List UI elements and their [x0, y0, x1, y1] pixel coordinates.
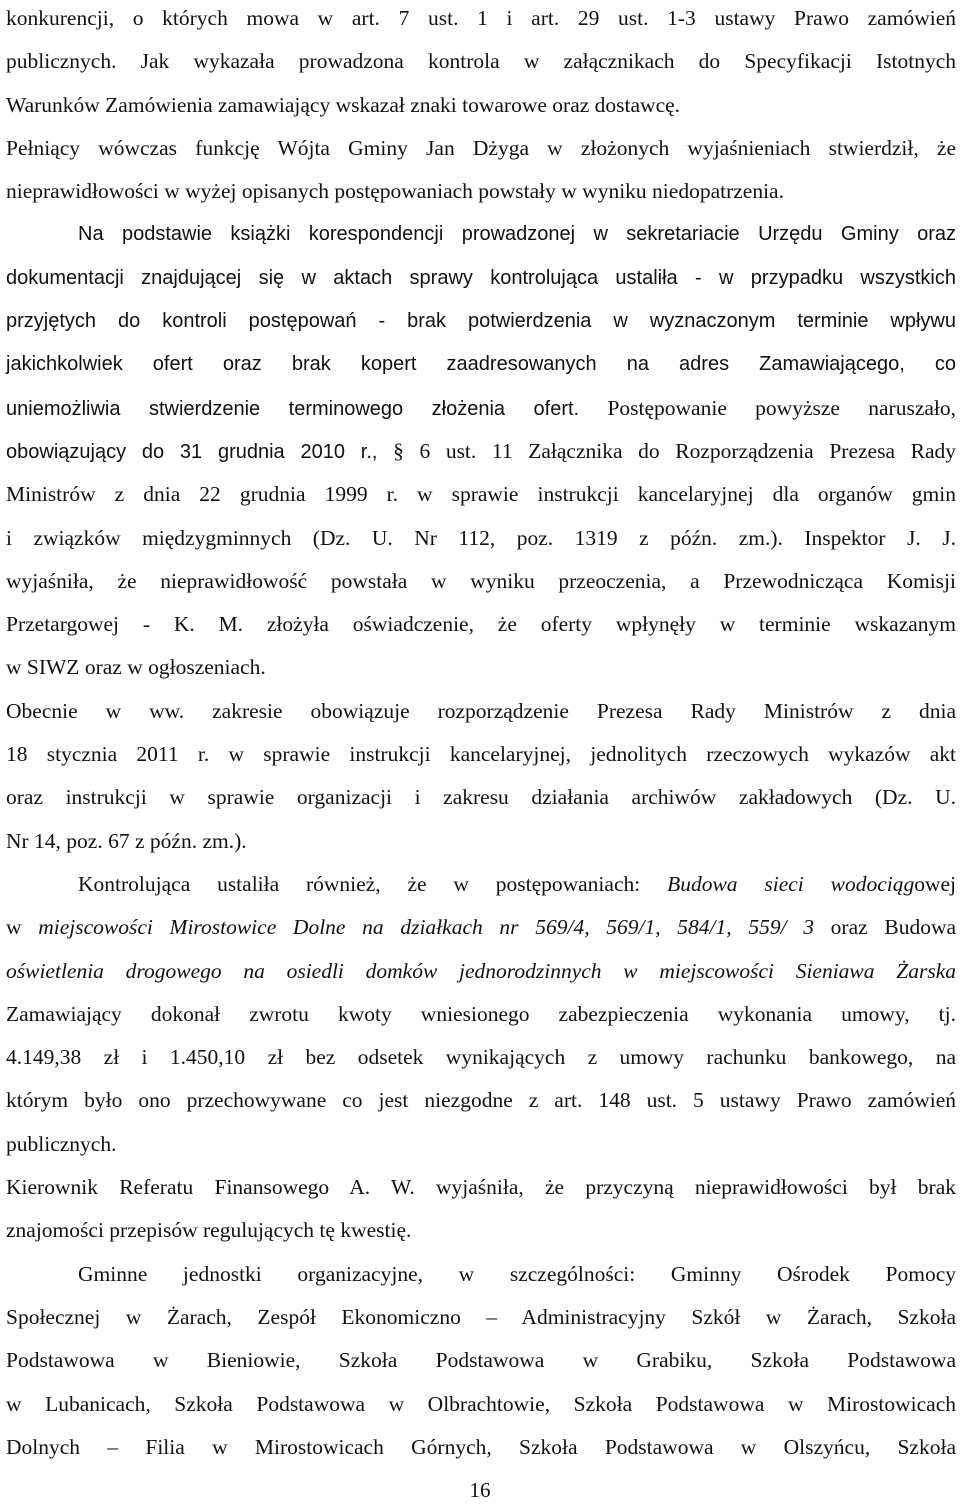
text-line: oświetlenia drogowego na osiedli domków jednorodzinnych w miejscowości Sieniawa Żarska [6, 958, 956, 983]
text-line: Kierownik Referatu Finansowego A. W. wyjaśniła, że przyczyną nieprawidłowości był brak [6, 1175, 956, 1200]
text-line: Obecnie w ww. zakresie obowiązuje rozporządzenie Prezesa Rady Ministrów z dnia [6, 698, 956, 723]
text-span: owej [914, 871, 957, 896]
text-line: nieprawidłowości w wyżej opisanych postępowaniach powstały w wyniku niedopatrzenia. [6, 179, 784, 204]
text-line: Podstawowa w Bieniowie, Szkoła Podstawowa w Grabiku, Szkoła Podstawowa [6, 1348, 956, 1373]
text-line: publicznych. Jak wykazała prowadzona kontrola w załącznikach do Specyfikacji Istotnych [6, 49, 956, 74]
body-text [6, 0, 956, 1472]
text-span: Kontrolująca ustaliła również, że w postępowaniach: [78, 871, 641, 896]
text-span: uniemożliwia stwierdzenie terminowego złożenia ofert. [6, 397, 580, 420]
text-line: 4.149,38 zł i 1.450,10 zł bez odsetek wynikających z umowy rachunku bankowego, na [6, 1045, 956, 1070]
text-line: jakichkolwiek ofert oraz brak kopert zaadresowanych na adres Zamawiającego, co [6, 353, 956, 376]
text-line: Ministrów z dnia 22 grudnia 1999 r. w sprawie instrukcji kancelaryjnej dla organów gmin [6, 482, 956, 507]
text-line: oraz instrukcji w sprawie organizacji i zakresu działania archiwów zakładowych (Dz. U. [6, 785, 956, 810]
text-span: oraz Budowa [830, 915, 957, 940]
text-line: Nr 14, poz. 67 z późn. zm.). [6, 828, 247, 853]
text-line: w Lubanicach, Szkoła Podstawowa w Olbrachtowie, Szkoła Podstawowa w Mirostowicach [6, 1391, 956, 1416]
page-number: 16 [469, 1478, 491, 1502]
text-line [6, 909, 956, 952]
text-line [6, 433, 956, 476]
text-line: którym było ono przechowywane co jest niezgodne z art. 148 ust. 5 ustawy Prawo zamówień [6, 1088, 956, 1113]
text-span: w [6, 915, 22, 940]
text-line: Pełniący wówczas funkcję Wójta Gminy Jan Dżyga w złożonych wyjaśnieniach stwierdził, że [6, 135, 956, 160]
text-line: i związków międzygminnych (Dz. U. Nr 112, poz. 1319 z późn. zm.). Inspektor J. J. [6, 525, 956, 550]
text-line: znajomości przepisów regulujących tę kwestię. [6, 1218, 412, 1243]
text-line: 18 stycznia 2011 r. w sprawie instrukcji kancelaryjnej, jednolitych rzeczowych wykazów akt [6, 742, 956, 767]
text-line: Dolnych – Filia w Mirostowicach Górnych, Szkoła Podstawowa w Olszyńcu, Szkoła [6, 1434, 956, 1459]
text-span-italic: miejscowości Mirostowice Dolne na działkach nr 569/4, 569/1, 584/1, 559/ 3 [38, 915, 814, 940]
text-span-italic: Budowa sieci wodociąg [667, 871, 915, 896]
text-line: dokumentacji znajdującej się w aktach sprawy kontrolująca ustaliła - w przypadku wszystkich [6, 266, 956, 289]
text-line: konkurencji, o których mowa w art. 7 ust. 1 i art. 29 ust. 1-3 ustawy Prawo zamówień [6, 6, 956, 30]
text-line: przyjętych do kontroli postępowań - brak potwierdzenia w wyznaczonym terminie wpływu [6, 310, 956, 333]
text-span: Postępowanie powyższe naruszało, [607, 395, 957, 420]
text-span: obowiązujący do 31 grudnia 2010 r., [6, 440, 378, 463]
text-line: Warunków Zamówienia zamawiający wskazał znaki towarowe oraz dostawcę. [6, 92, 681, 117]
text-line: wyjaśniła, że nieprawidłowość powstała w wyniku przeoczenia, a Przewodnicząca Komisji [6, 568, 956, 593]
text-line [6, 866, 956, 909]
text-line: Zamawiający dokonał zwrotu kwoty wniesionego zabezpieczenia wykonania umowy, tj. [6, 1001, 956, 1026]
text-line: Społecznej w Żarach, Zespół Ekonomiczno – Administracyjny Szkół w Żarach, Szkoła [6, 1304, 956, 1329]
text-line: Na podstawie książki korespondencji prowadzonej w sekretariacie Urzędu Gminy oraz [78, 223, 956, 246]
text-line: Gminne jednostki organizacyjne, w szczególności: Gminny Ośrodek Pomocy [78, 1261, 956, 1286]
text-line: w SIWZ oraz w ogłoszeniach. [6, 655, 266, 680]
text-span: § 6 ust. 11 Załącznika do Rozporządzenia Prezesa Rady [393, 438, 957, 463]
text-line [6, 390, 956, 433]
text-line: Przetargowej - K. M. złożyła oświadczenie, że oferty wpłynęły w terminie wskazanym [6, 612, 956, 637]
text-line: publicznych. [6, 1131, 117, 1156]
